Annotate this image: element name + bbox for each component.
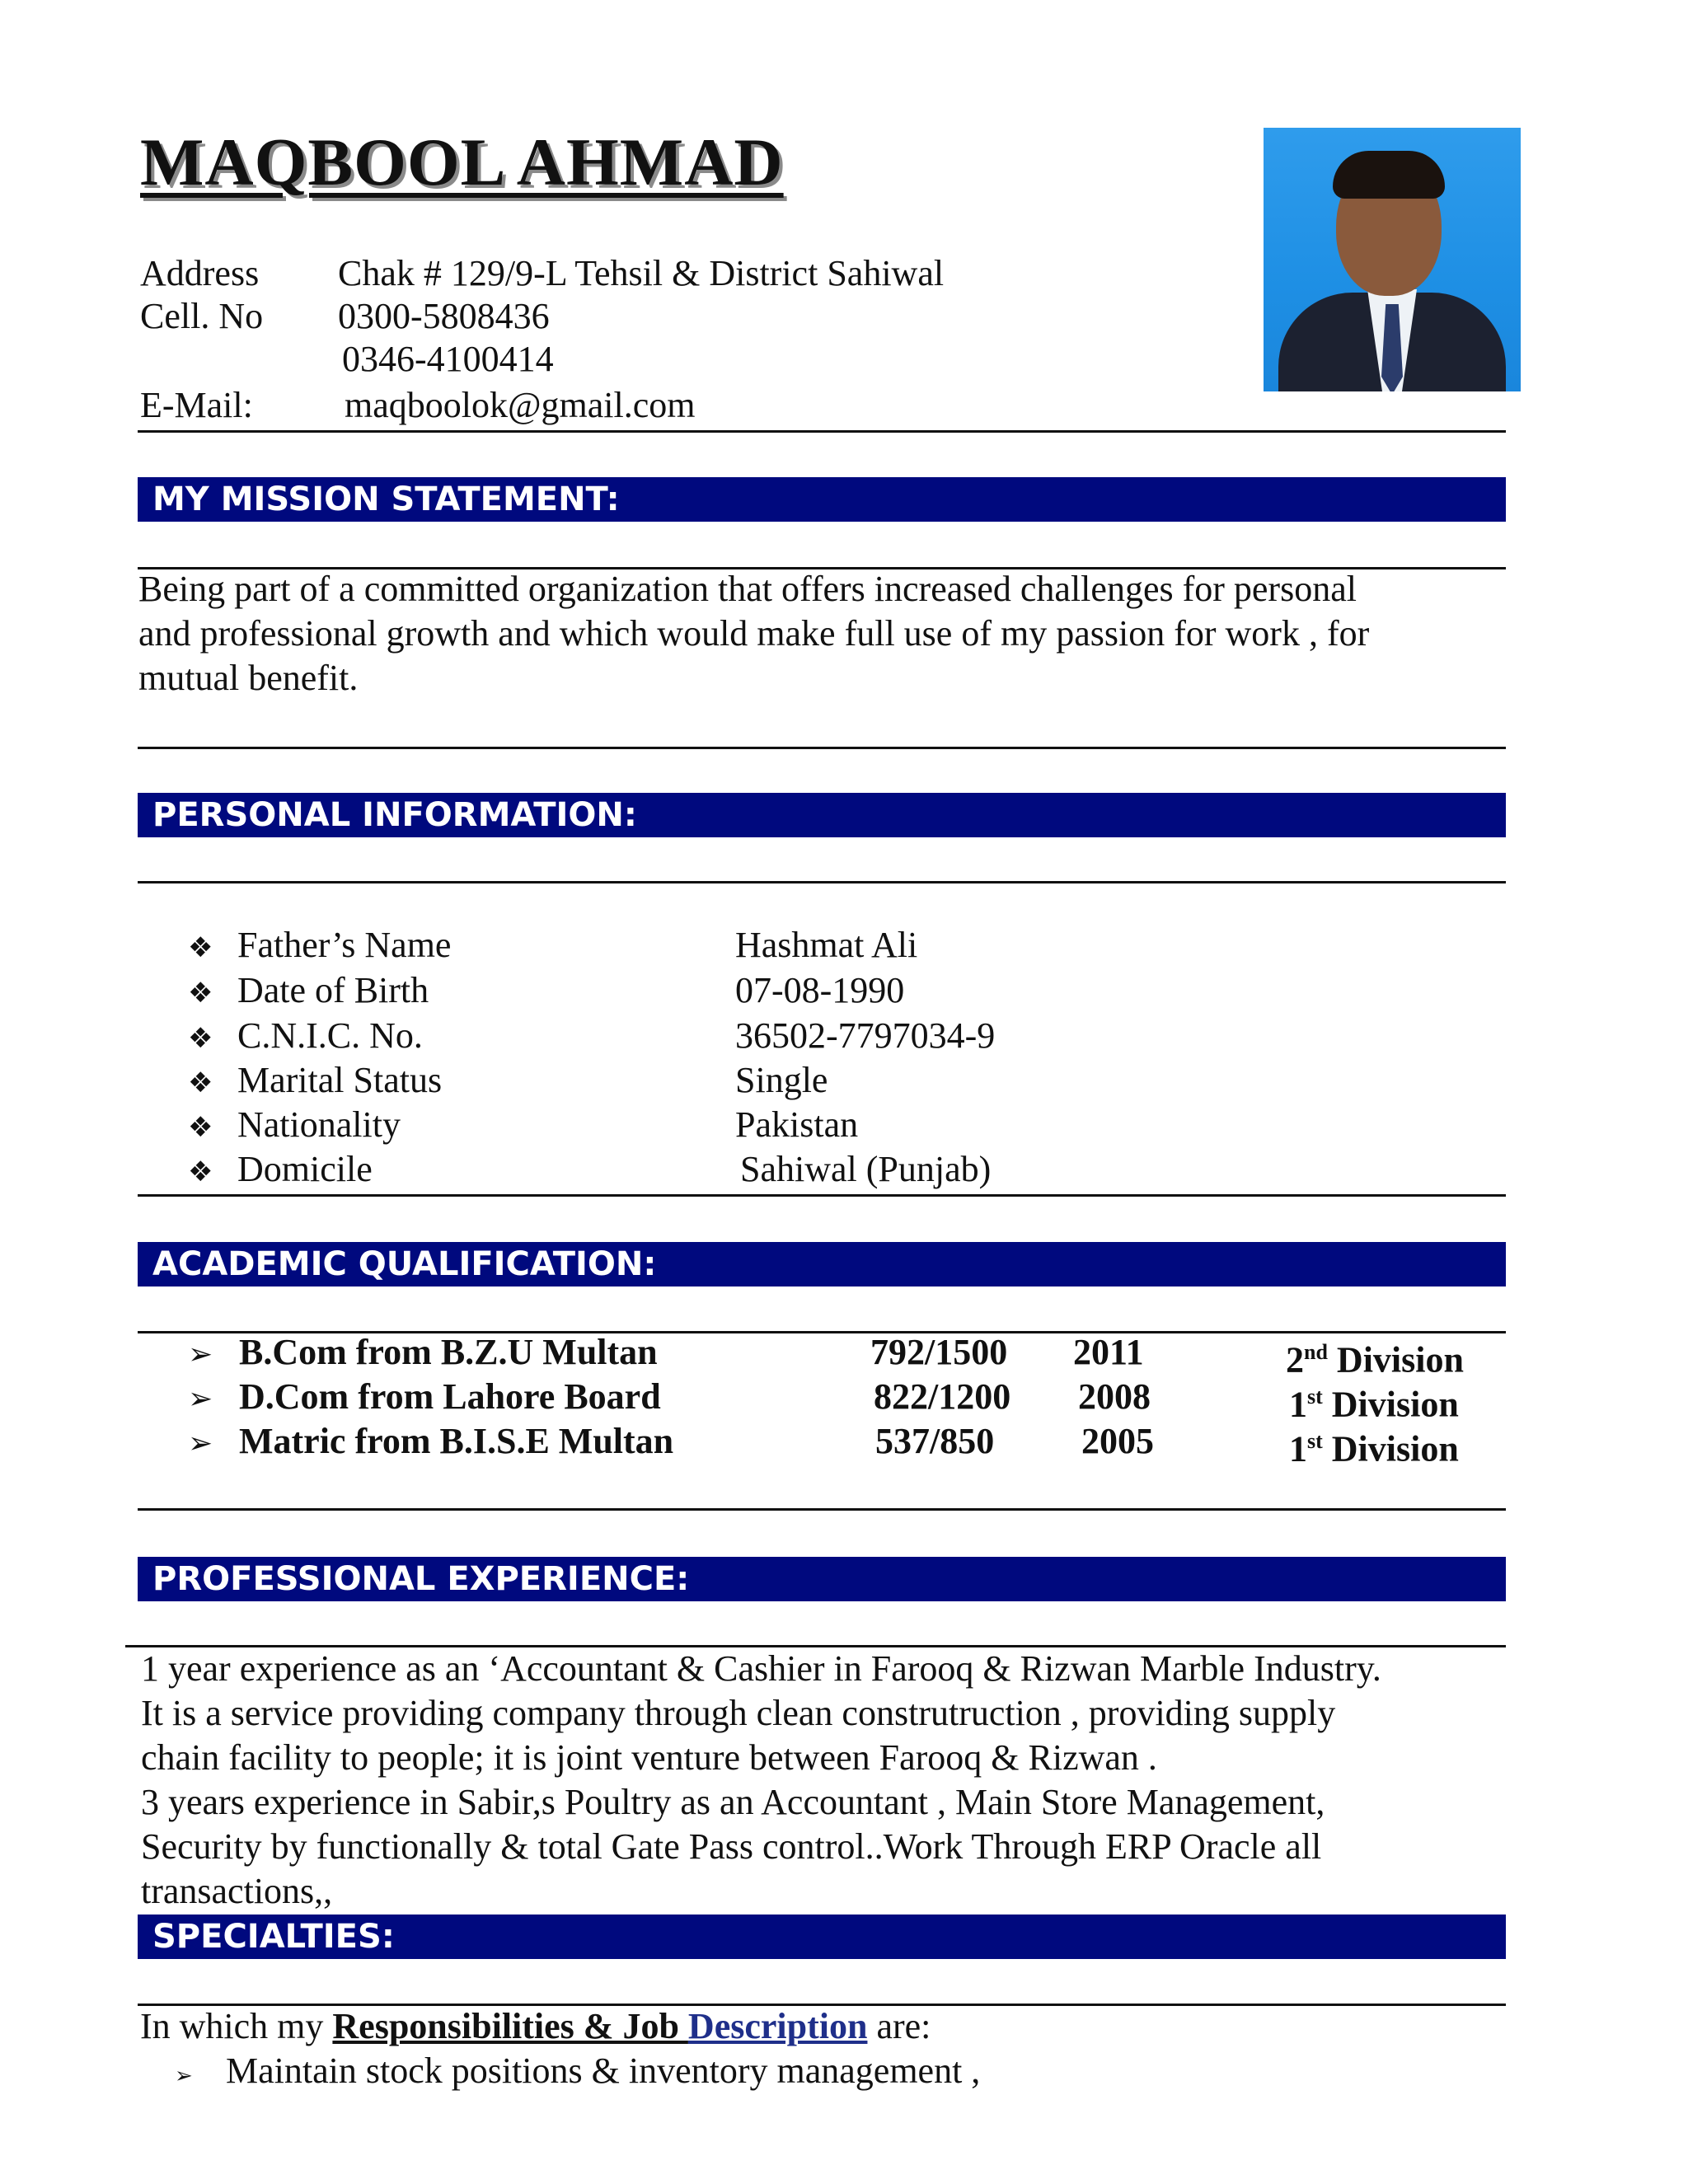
personal-value: Sahiwal (Punjab) <box>740 1149 992 1189</box>
diamond-bullet-icon: ❖ <box>188 977 213 1010</box>
divider <box>138 430 1506 433</box>
divider <box>138 1508 1506 1511</box>
mission-text <box>138 567 1369 701</box>
profile-photo <box>1264 128 1521 391</box>
personal-value: Pakistan <box>735 1104 859 1145</box>
list-item <box>188 923 213 970</box>
degree: Matric from B.I.S.E Multan <box>239 1421 674 1461</box>
specialties-heading: SPECIALTIES: <box>138 1915 1506 1959</box>
divider <box>138 881 1506 883</box>
personal-value: Single <box>735 1060 828 1100</box>
personal-heading: PERSONAL INFORMATION: <box>138 793 1506 837</box>
intro-prefix: In which my <box>140 2006 333 2046</box>
email-label: E-Mail: <box>140 385 253 425</box>
experience-line: It is a service providing company through clean construtruction , providing supply <box>141 1693 1336 1733</box>
degree: B.Com from B.Z.U Multan <box>239 1332 658 1372</box>
list-item <box>188 1014 213 1061</box>
division-text: Division <box>1327 1339 1464 1380</box>
division-number: 2 <box>1286 1339 1304 1380</box>
mission-heading: MY MISSION STATEMENT: <box>138 477 1506 522</box>
cell-label: Cell. No <box>140 296 264 336</box>
experience-heading: PROFESSIONAL EXPERIENCE: <box>138 1557 1506 1601</box>
experience-line: chain facility to people; it is joint venture between Farooq & Rizwan . <box>141 1737 1157 1778</box>
division-number: 1 <box>1289 1428 1307 1469</box>
list-item <box>188 1147 213 1194</box>
division-suffix: st <box>1307 1385 1323 1408</box>
arrow-bullet-icon: ➢ <box>188 1382 213 1416</box>
diamond-bullet-icon: ❖ <box>188 931 213 964</box>
personal-label: Domicile <box>237 1149 373 1189</box>
diamond-bullet-icon: ❖ <box>188 1155 213 1188</box>
division-suffix: st <box>1307 1429 1323 1453</box>
experience-text <box>141 1647 1381 1914</box>
intro-bold: Responsibilities & Job <box>332 2006 688 2046</box>
cell-number-1: 0300-5808436 <box>338 296 550 336</box>
experience-line: 1 year experience as an ‘Accountant & Cashier in Farooq & Rizwan Marble Industry. <box>141 1648 1381 1689</box>
description-link[interactable]: Description <box>687 2006 868 2046</box>
personal-label: Date of Birth <box>237 970 429 1010</box>
list-item <box>188 1375 213 1422</box>
list-item <box>188 1419 213 1466</box>
arrow-bullet-icon: ➢ <box>188 1338 213 1371</box>
email-value: maqboolok@gmail.com <box>345 385 696 425</box>
intro-suffix: are: <box>867 2006 931 2046</box>
list-item <box>188 1103 213 1150</box>
personal-label: Nationality <box>237 1104 401 1145</box>
mission-line: and professional growth and which would make full use of my passion for work , for <box>138 613 1370 654</box>
marks: 792/1500 <box>870 1332 1008 1372</box>
personal-value: 36502-7797034-9 <box>735 1015 996 1056</box>
list-item <box>188 1058 213 1105</box>
year: 2005 <box>1081 1421 1154 1461</box>
division-number: 1 <box>1289 1384 1307 1425</box>
experience-line: transactions,, <box>141 1871 333 1911</box>
division-text: Division <box>1322 1384 1459 1425</box>
address-label: Address <box>140 253 260 293</box>
degree: D.Com from Lahore Board <box>239 1376 661 1417</box>
divider <box>138 747 1506 749</box>
marks: 822/1200 <box>874 1376 1011 1417</box>
division-text: Division <box>1322 1428 1459 1469</box>
personal-label: C.N.I.C. No. <box>237 1015 423 1056</box>
marks: 537/850 <box>875 1421 995 1461</box>
specialties-intro <box>140 2004 931 2049</box>
diamond-bullet-icon: ❖ <box>188 1022 213 1055</box>
specialty-item: Maintain stock positions & inventory management , <box>226 2050 981 2091</box>
personal-value: Hashmat Ali <box>735 925 918 965</box>
division-suffix: nd <box>1304 1340 1328 1364</box>
candidate-name: MAQBOOL AHMAD <box>140 124 784 199</box>
arrow-bullet-icon: ➢ <box>188 1427 213 1460</box>
diamond-bullet-icon: ❖ <box>188 1066 213 1099</box>
mission-line: Being part of a committed organization that offers increased challenges for personal <box>138 569 1357 609</box>
divider <box>138 1194 1506 1197</box>
address-value: Chak # 129/9-L Tehsil & District Sahiwal <box>338 253 945 293</box>
personal-label: Father’s Name <box>237 925 452 965</box>
list-item <box>188 968 213 1015</box>
experience-line: Security by functionally & total Gate Pass control..Work Through ERP Oracle all <box>141 1826 1322 1867</box>
list-item <box>175 2049 193 2098</box>
personal-label: Marital Status <box>237 1060 443 1100</box>
year: 2008 <box>1078 1376 1151 1417</box>
year: 2011 <box>1073 1332 1144 1372</box>
mission-line: mutual benefit. <box>138 658 359 698</box>
cell-number-2: 0346-4100414 <box>342 339 554 379</box>
personal-value: 07-08-1990 <box>735 970 905 1010</box>
division <box>1289 1419 1459 1472</box>
academic-heading: ACADEMIC QUALIFICATION: <box>138 1242 1506 1286</box>
experience-line: 3 years experience in Sabir,s Poultry as an Accountant , Main Store Management, <box>141 1782 1325 1822</box>
list-item <box>188 1330 213 1377</box>
arrow-bullet-icon: ➢ <box>175 2064 193 2088</box>
diamond-bullet-icon: ❖ <box>188 1111 213 1144</box>
